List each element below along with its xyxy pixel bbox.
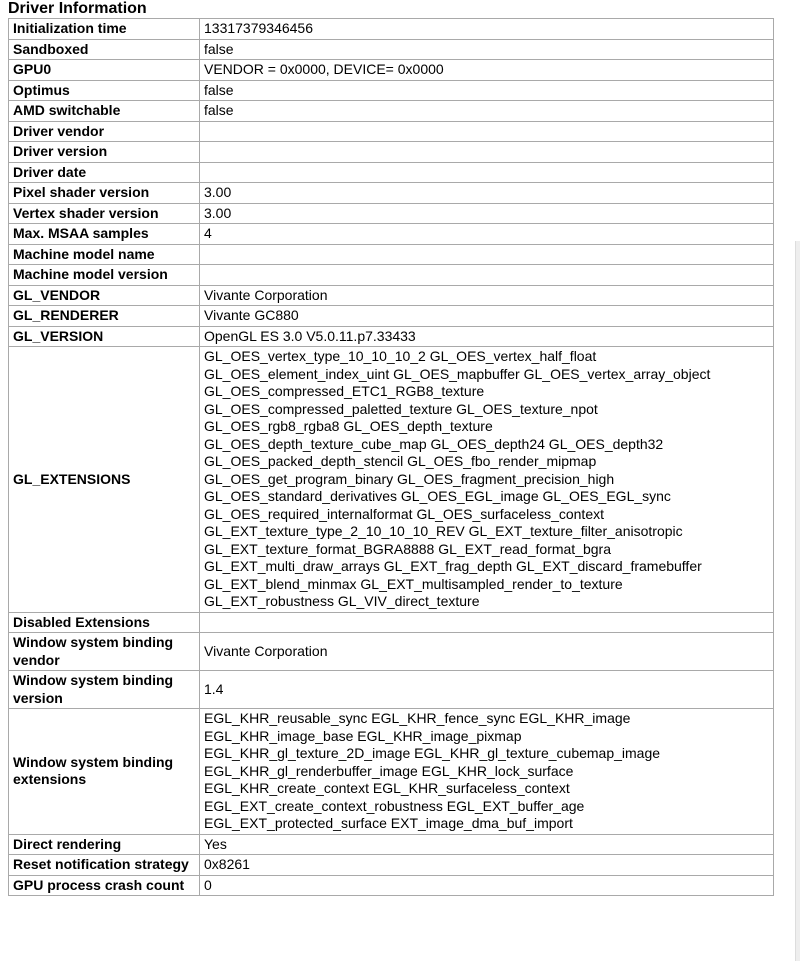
row-key: Disabled Extensions [9,612,200,633]
section-title: Driver Information [8,0,147,17]
row-value: 0x8261 [200,855,774,876]
row-value: Vivante Corporation [200,285,774,306]
extension-line: GL_OES_compressed_paletted_texture GL_OES_texture_npot [204,400,598,417]
table-row [9,285,774,306]
table-row [9,203,774,224]
table-row [9,834,774,855]
row-key: Pixel shader version [9,183,200,204]
row-key: GL_VENDOR [9,285,200,306]
row-key: Driver date [9,162,200,183]
table-row-window-binding-extensions [9,709,774,835]
row-key: Window system binding vendor [9,633,200,671]
extension-line: GL_OES_depth_texture_cube_map GL_OES_depth24 GL_OES_depth32 [204,435,664,452]
row-value [200,265,774,286]
table-row [9,265,774,286]
table-row [9,306,774,327]
row-value: 4 [200,224,774,245]
table-row-gl-extensions [9,347,774,613]
row-key: Sandboxed [9,39,200,60]
row-key: Machine model version [9,265,200,286]
extension-line: EGL_EXT_create_context_robustness EGL_EXT_buffer_age [204,797,585,814]
row-key: Optimus [9,80,200,101]
row-key: Window system binding version [9,671,200,709]
driver-info-table [8,18,774,896]
extension-line: GL_OES_compressed_ETC1_RGB8_texture [204,383,485,399]
table-row [9,224,774,245]
row-value: 3.00 [200,183,774,204]
extension-line: EGL_KHR_image_base EGL_KHR_image_pixmap [204,727,522,744]
row-value [200,142,774,163]
table-row [9,855,774,876]
row-value [200,162,774,183]
extension-line: EGL_KHR_gl_texture_2D_image EGL_KHR_gl_texture_cubemap_image [204,745,661,761]
extension-line: GL_EXT_multi_draw_arrays GL_EXT_frag_depth GL_EXT_discard_framebuffer [204,558,702,574]
row-value [200,244,774,265]
row-value [200,121,774,142]
row-value: Vivante GC880 [200,306,774,327]
gl-extensions-list [200,347,774,613]
row-key: Driver version [9,142,200,163]
row-key: GPU0 [9,60,200,81]
table-row [9,612,774,633]
table-row [9,183,774,204]
extension-line: GL_OES_element_index_uint GL_OES_mapbuffer GL_OES_vertex_array_object [204,365,711,382]
table-row [9,19,774,40]
driver-info-table-body [9,19,774,896]
row-value: Vivante Corporation [200,633,774,671]
row-key: Window system binding extensions [9,709,200,835]
table-row [9,39,774,60]
table-row [9,142,774,163]
table-row [9,121,774,142]
table-row [9,101,774,122]
table-row [9,60,774,81]
row-value: OpenGL ES 3.0 V5.0.11.p7.33433 [200,326,774,347]
row-key: Reset notification strategy [9,855,200,876]
row-key: Vertex shader version [9,203,200,224]
extension-line: GL_EXT_texture_type_2_10_10_10_REV GL_EXT_texture_filter_anisotropic [204,523,683,539]
row-value: false [200,101,774,122]
row-key: GPU process crash count [9,875,200,896]
row-value [200,612,774,633]
extension-line: GL_EXT_blend_minmax GL_EXT_multisampled_render_to_texture [204,575,623,592]
row-key: AMD switchable [9,101,200,122]
row-key: GL_VERSION [9,326,200,347]
row-value: Yes [200,834,774,855]
extension-line: EGL_KHR_reusable_sync EGL_KHR_fence_sync EGL_KHR_image [204,710,631,726]
vertical-scrollbar[interactable] [795,241,800,961]
extension-line: GL_EXT_robustness GL_VIV_direct_texture [204,593,480,609]
extension-line: GL_OES_get_program_binary GL_OES_fragment_precision_high [204,470,615,487]
row-value: false [200,80,774,101]
extension-line: GL_OES_packed_depth_stencil GL_OES_fbo_render_mipmap [204,453,597,469]
extension-line: GL_EXT_texture_format_BGRA8888 GL_EXT_read_format_bgra [204,540,611,557]
row-value: false [200,39,774,60]
table-row [9,80,774,101]
extension-line: GL_OES_required_internalformat GL_OES_surfaceless_context [204,505,604,522]
table-row [9,244,774,265]
row-key: GL_EXTENSIONS [9,347,200,613]
row-value: VENDOR = 0x0000, DEVICE= 0x0000 [200,60,774,81]
row-key: Machine model name [9,244,200,265]
row-key: Direct rendering [9,834,200,855]
extension-line: EGL_EXT_protected_surface EXT_image_dma_buf_import [204,815,573,831]
window-binding-extensions-list [200,709,774,835]
table-row [9,875,774,896]
extension-line: EGL_KHR_gl_renderbuffer_image EGL_KHR_lock_surface [204,762,574,779]
row-value: 0 [200,875,774,896]
row-value: 1.4 [200,671,774,709]
row-key: Max. MSAA samples [9,224,200,245]
table-row [9,326,774,347]
table-row [9,162,774,183]
row-key: Driver vendor [9,121,200,142]
table-row [9,633,774,671]
extension-line: GL_OES_vertex_type_10_10_10_2 GL_OES_vertex_half_float [204,348,597,364]
extension-line: GL_OES_rgb8_rgba8 GL_OES_depth_texture [204,418,493,434]
row-key: Initialization time [9,19,200,40]
extension-line: EGL_KHR_create_context EGL_KHR_surfaceless_context [204,780,570,796]
row-value: 13317379346456 [200,19,774,40]
row-key: GL_RENDERER [9,306,200,327]
table-row [9,671,774,709]
extension-line: GL_OES_standard_derivatives GL_OES_EGL_image GL_OES_EGL_sync [204,488,671,504]
row-value: 3.00 [200,203,774,224]
